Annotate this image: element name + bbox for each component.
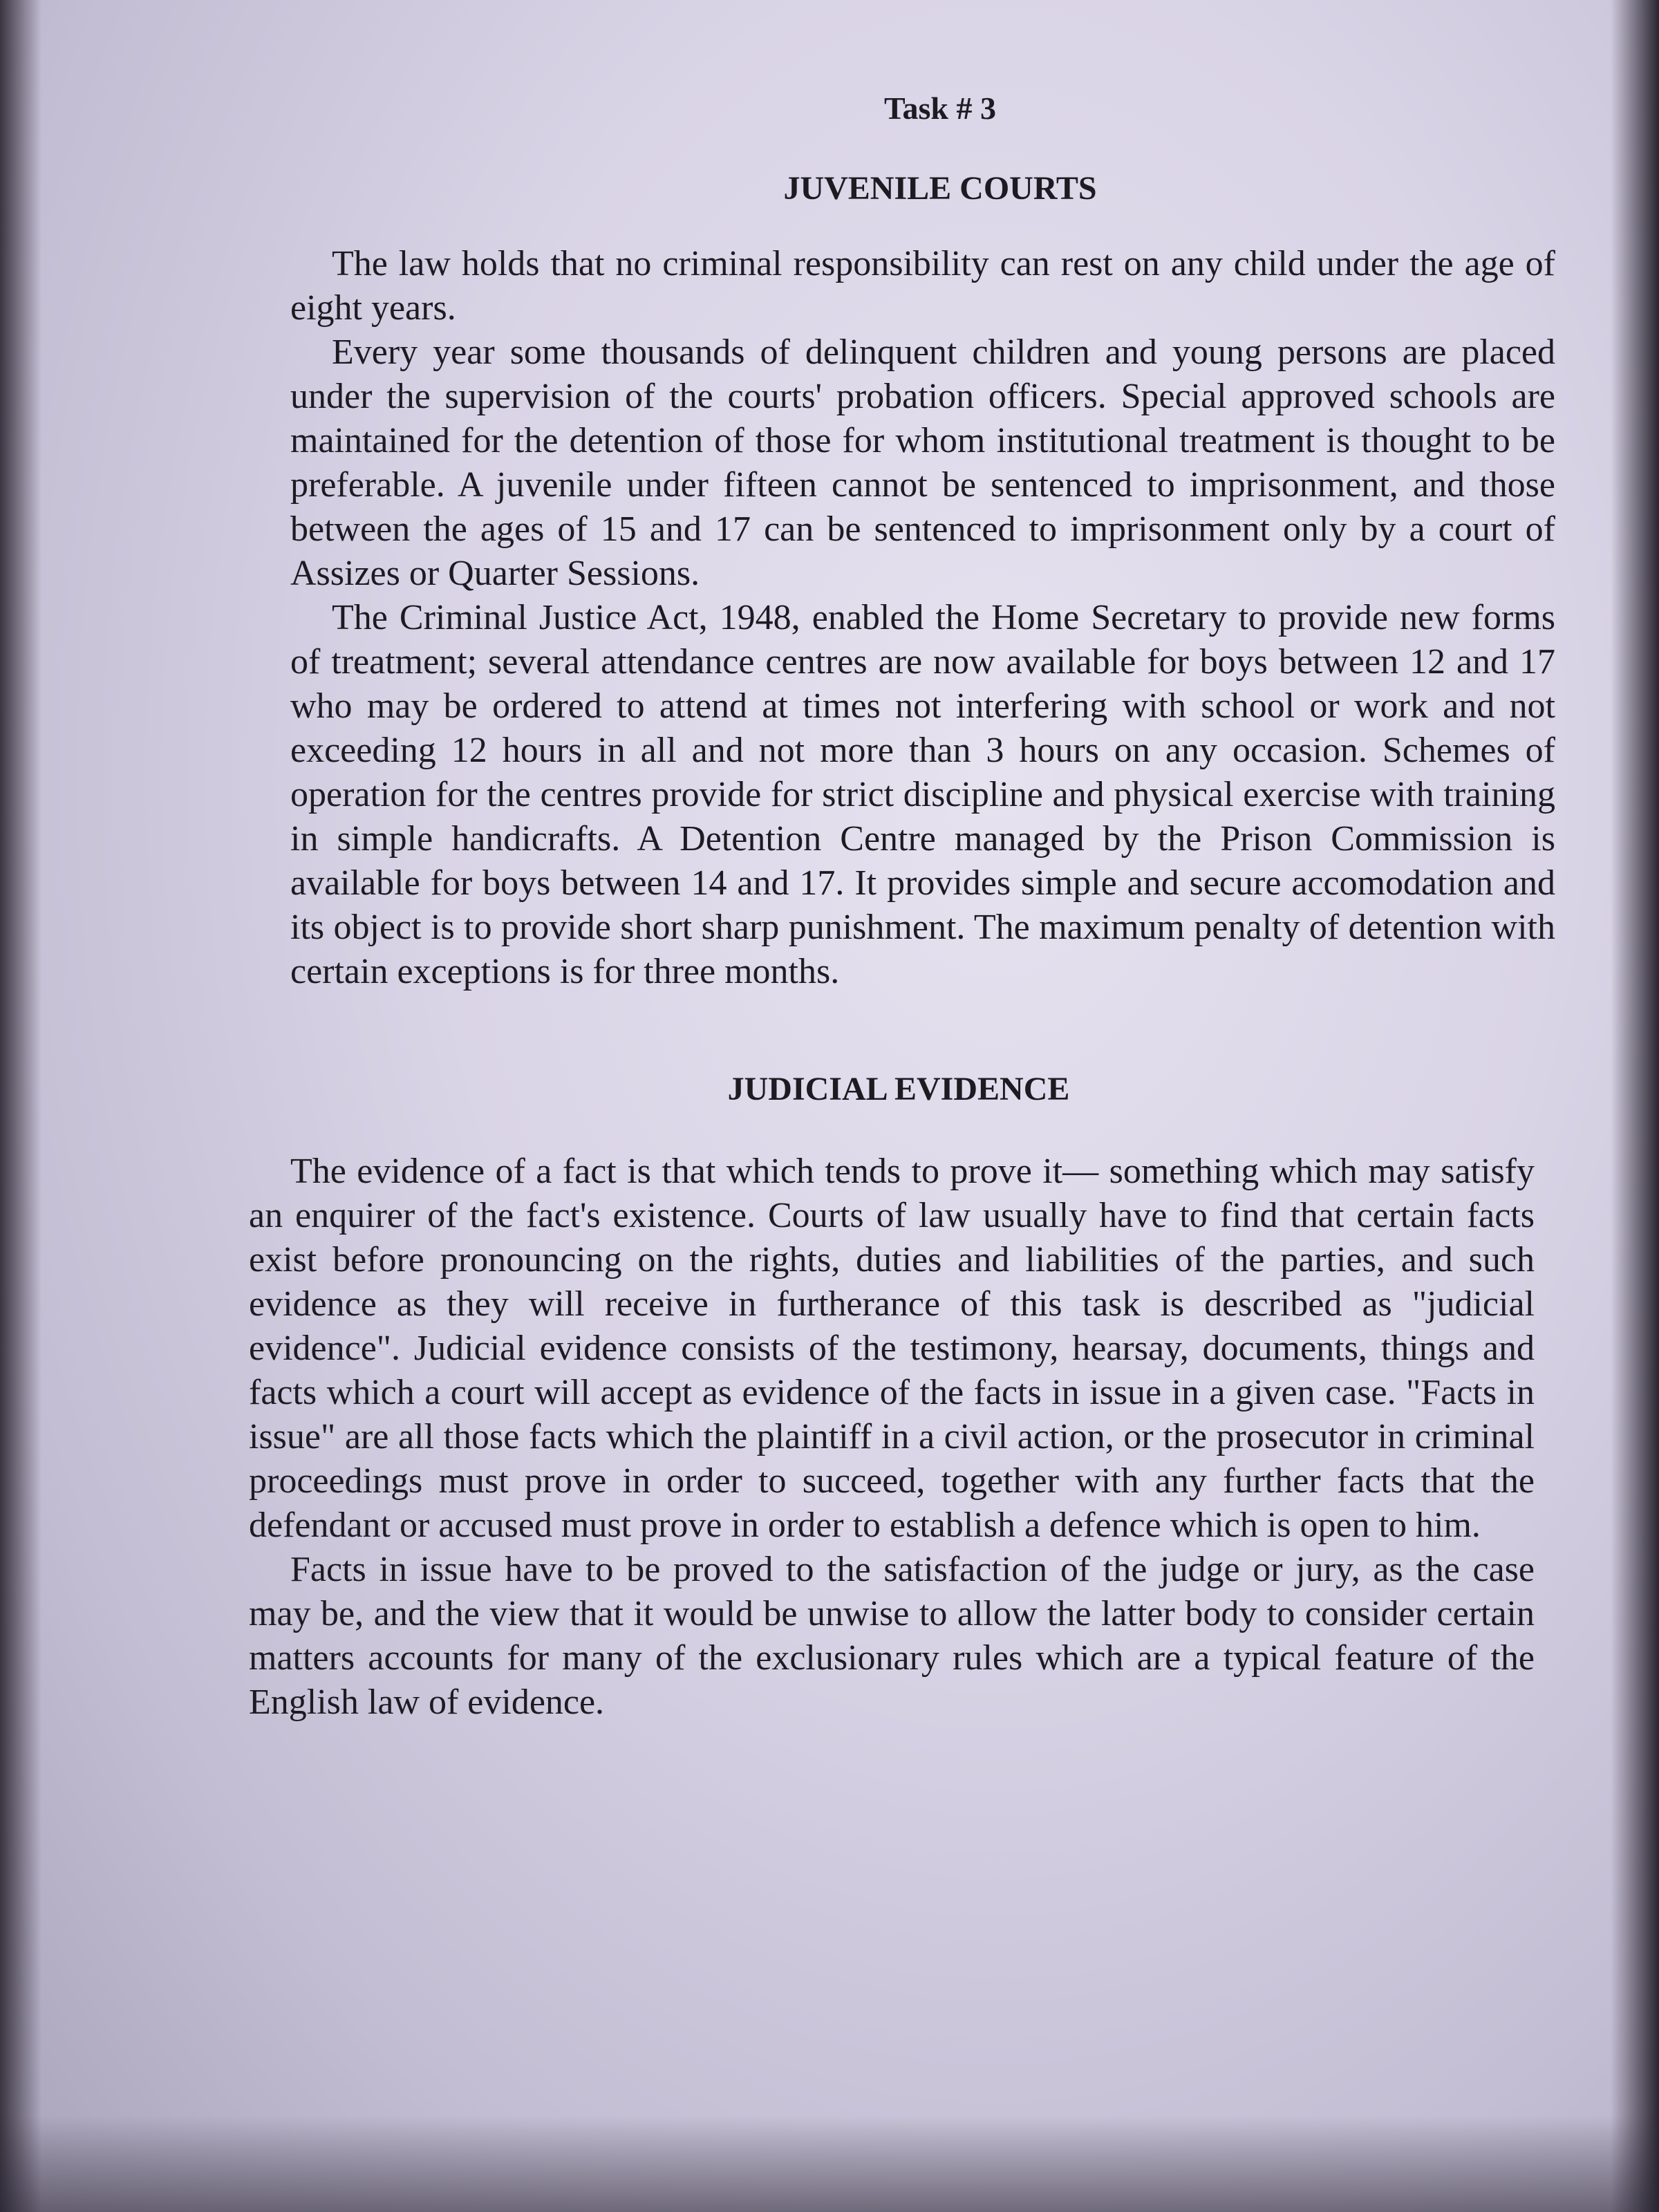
paragraph: The Criminal Justice Act, 1948, enabled the Home Secretary to provide new forms of treatment; several attendance centres are now available for boys between 12 and 17 who may be ordered to attend at times not interfering with school or work and not exceeding 12 hours in all and not more than 3 hours on any occasion. Schemes of operation for the centres provide for strict discipline and physical exercise with training in simple handicrafts. A Detention Centre managed by the Prison Commission is available for boys between 14 and 17. It provides simple and secure accomodation and its object is to provide short sharp punishment. The maximum penalty of detention with certain exceptions is for three months. (290, 598, 1555, 991)
task-title: Task # 3 (884, 91, 996, 126)
section-body-judicial-evidence (249, 1150, 1535, 1725)
left-shadow (0, 0, 41, 2212)
section-body-juvenile-courts (249, 242, 1555, 994)
right-shadow (1611, 0, 1659, 2212)
bottom-shadow (0, 2115, 1659, 2212)
paragraph: Facts in issue have to be proved to the satisfaction of the judge or jury, as the case may be, and the view that it would be unwise to allow the latter body to consider certain matters accounts for many of the exclusionary rules which are a typical feature of the English law of evidence. (249, 1550, 1535, 1722)
paragraph: Every year some thousands of delinquent children and young persons are placed under the supervision of the courts' probation officers. Special approved schools are maintained for the detention of those for whom institutional treatment is thought to be preferable. A juvenile under fifteen cannot be sentenced to imprisonment, and those between the ages of 15 and 17 can be sentenced to imprisonment only by a court of Assizes or Quarter Sessions. (290, 332, 1555, 593)
paragraph: The law holds that no criminal responsibility can rest on any child under the age of eight years. (290, 244, 1555, 328)
paragraph: The evidence of a fact is that which tends to prove it— something which may satisfy an enquirer of the fact's existence. Courts of law usually have to find that certain facts exist before pronouncing on the rights, duties and liabilities of the parties, and such evidence as they will receive in furtherance of this task is described as "judicial evidence". Judicial evidence consists of the testimony, hearsay, documents, things and facts which a court will accept as evidence of the facts in issue in a given case. "Facts in issue" are all those facts which the plaintiff in a civil action, or the prosecutor in criminal proceedings must prove in order to succeed, together with any further facts that the defendant or accused must prove in order to establish a defence which is open to him. (249, 1152, 1535, 1545)
section-heading-juvenile-courts: JUVENILE COURTS (783, 170, 1097, 207)
section-heading-judicial-evidence: JUDICIAL EVIDENCE (727, 1071, 1070, 1107)
document-sheet (249, 90, 1555, 1725)
